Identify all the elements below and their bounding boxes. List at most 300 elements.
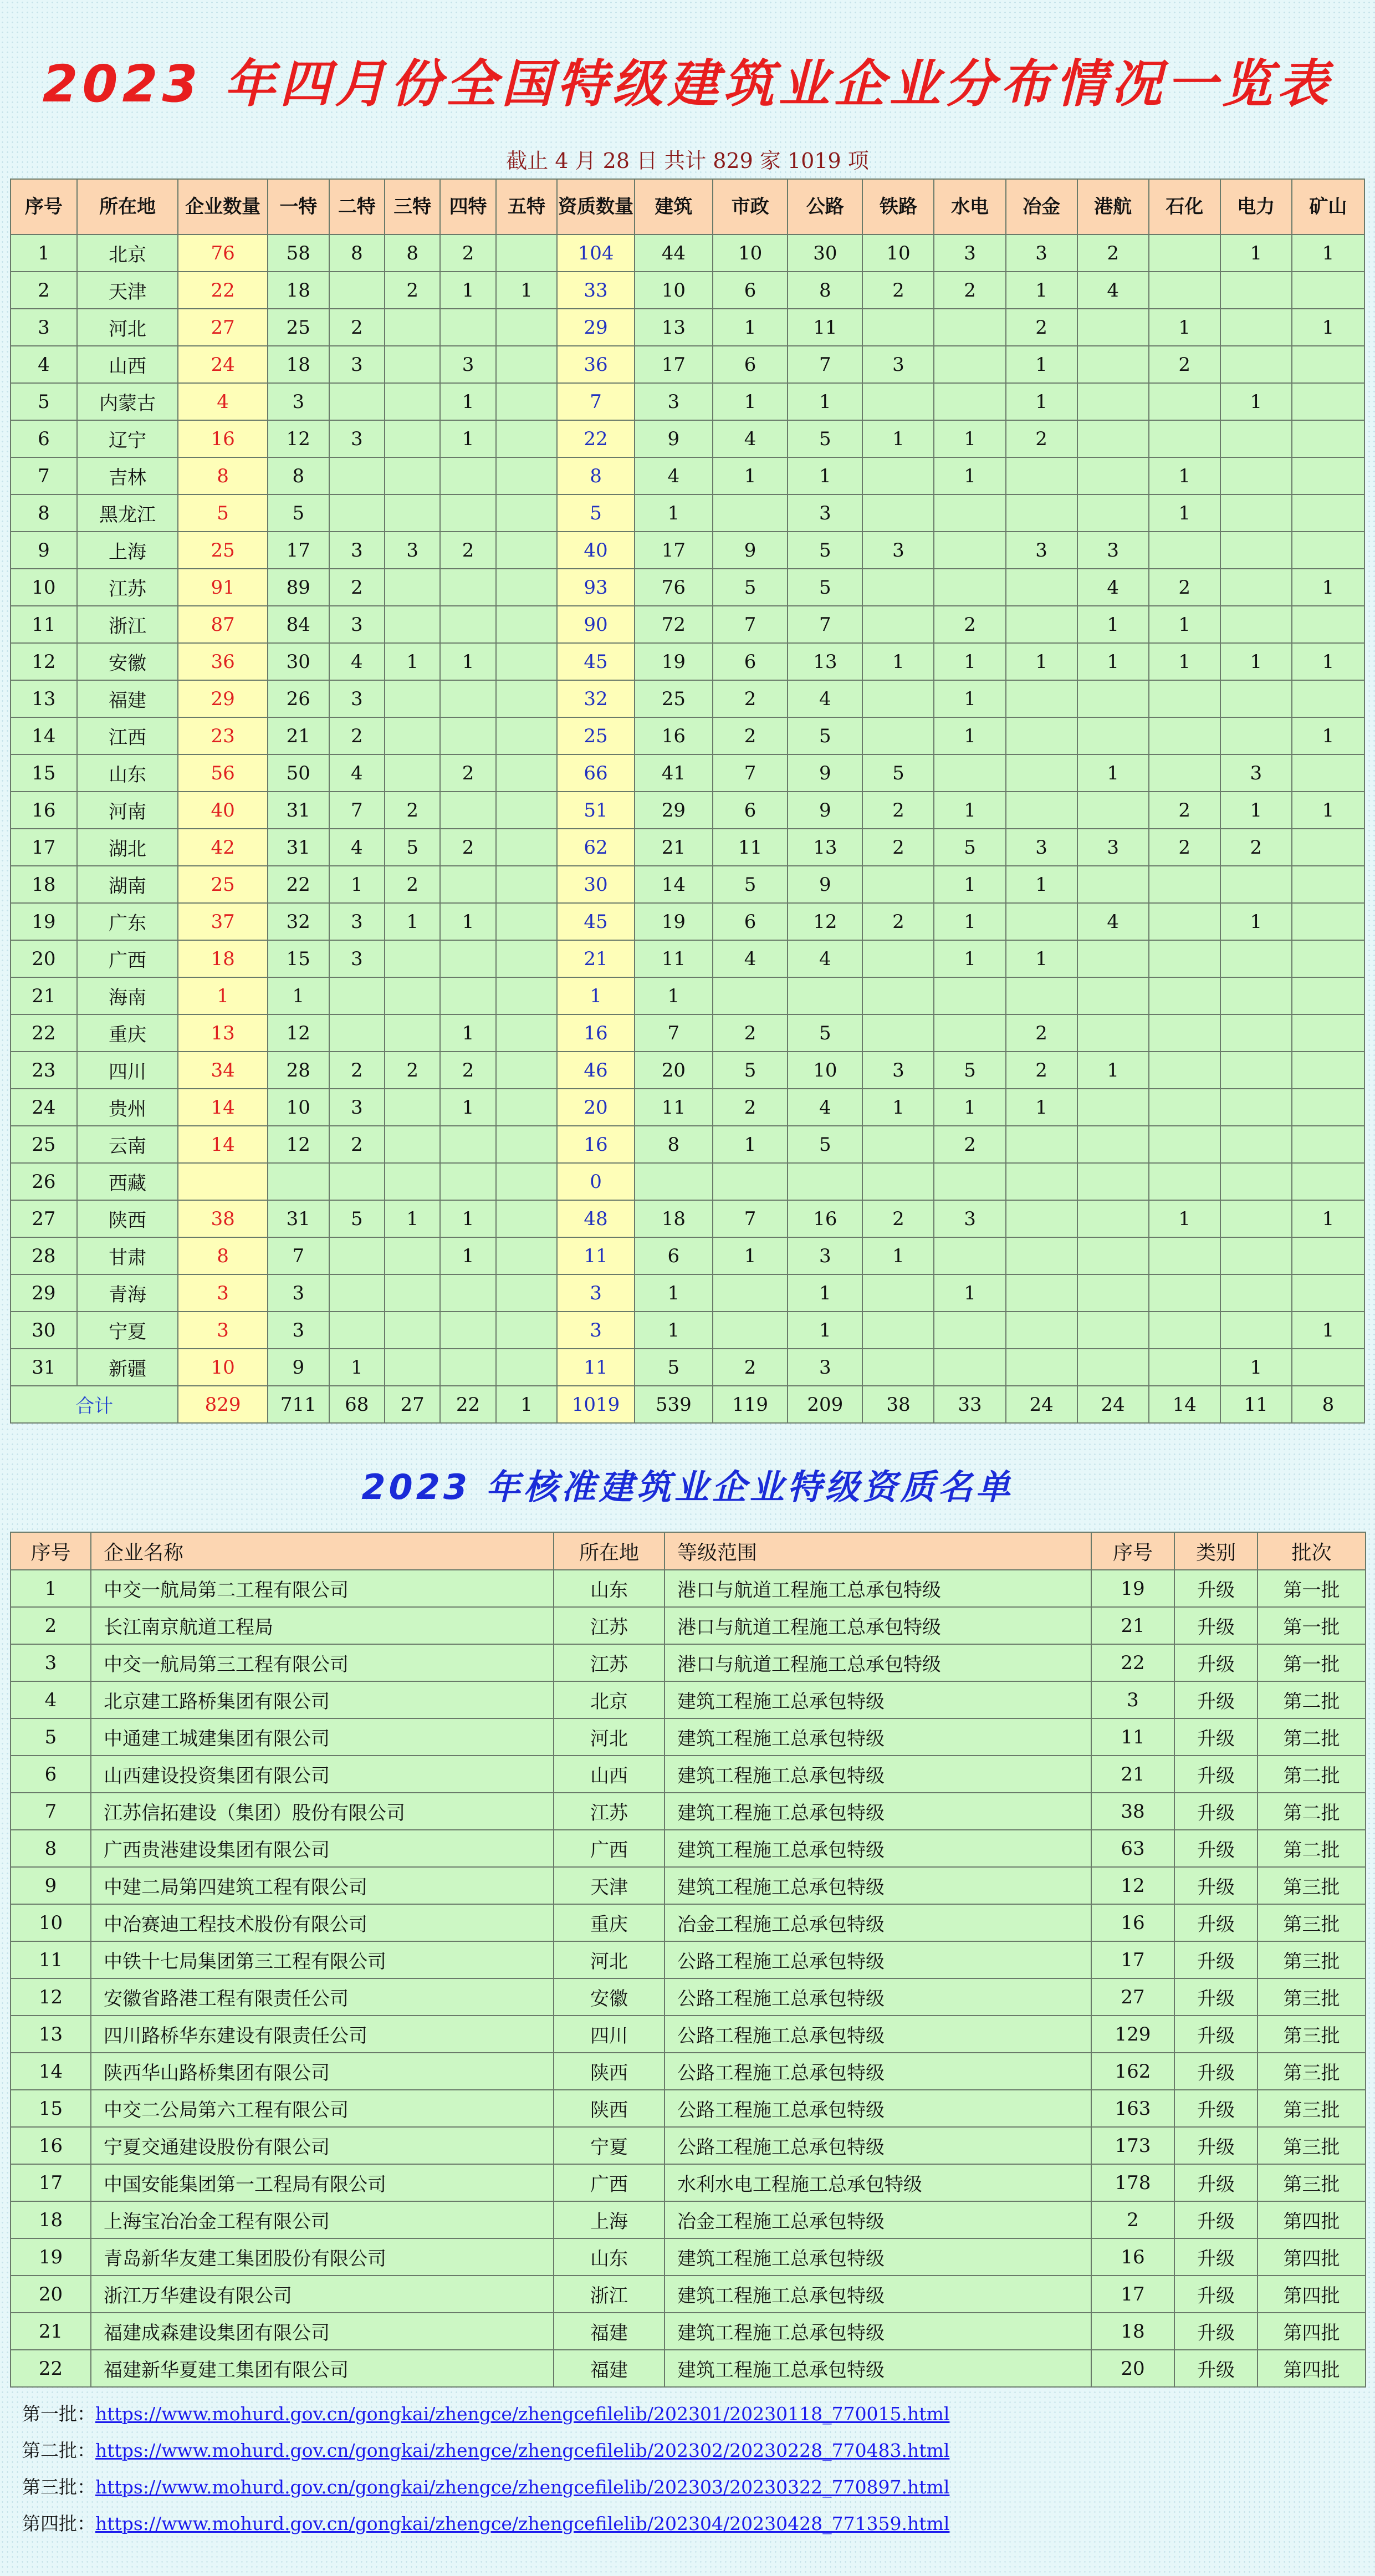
table-cell: [1077, 309, 1149, 346]
table-cell: 1: [788, 383, 862, 420]
table-cell: 1: [1292, 717, 1364, 754]
table-cell: 8: [329, 234, 385, 272]
table-cell: 1: [496, 272, 558, 309]
table-cell: 1: [862, 1237, 934, 1274]
table-cell: [1292, 1126, 1364, 1163]
table-cell: 港口与航道工程施工总承包特级: [665, 1570, 1091, 1607]
table-cell: 浙江万华建设有限公司: [91, 2276, 554, 2313]
table-cell: 2: [934, 272, 1005, 309]
table-cell: 19: [11, 2238, 91, 2276]
table-cell: 1: [1077, 606, 1149, 643]
table-cell: 9: [268, 1349, 329, 1386]
table-cell: 陕西: [554, 2053, 665, 2090]
table-row: [11, 569, 1364, 606]
table-cell: [1077, 1274, 1149, 1312]
table-cell: 2: [440, 829, 495, 866]
table-cell: 5: [329, 1200, 385, 1237]
table-cell: 17: [1091, 1941, 1174, 1978]
column-header: 冶金: [1006, 179, 1077, 234]
table-cell: 11: [11, 606, 77, 643]
column-header: 建筑: [635, 179, 713, 234]
table-cell: 4: [329, 829, 385, 866]
table-cell: [385, 494, 440, 532]
table-cell: [862, 383, 934, 420]
table-cell: [862, 309, 934, 346]
table-cell: 51: [557, 792, 634, 829]
table-cell: 河北: [554, 1941, 665, 1978]
table-cell: [329, 272, 385, 309]
table-cell: 27: [178, 309, 268, 346]
table-cell: 1: [1077, 1052, 1149, 1089]
table-cell: 浙江: [554, 2276, 665, 2313]
table-cell: 升级: [1174, 2350, 1258, 2387]
table-cell: [1149, 940, 1220, 977]
table-cell: 西藏: [77, 1163, 178, 1200]
table-cell: 1: [635, 1312, 713, 1349]
table-cell: 13: [788, 829, 862, 866]
table-cell: 天津: [77, 272, 178, 309]
table-cell: 1: [934, 643, 1005, 680]
table-cell: 云南: [77, 1126, 178, 1163]
table-cell: 2: [934, 1126, 1005, 1163]
batch-link[interactable]: https://www.mohurd.gov.cn/gongkai/zhengce/zhengcefilelib/202304/20230428_771359.html: [95, 2513, 950, 2534]
table-cell: 14: [635, 866, 713, 903]
column-header: 资质数量: [557, 179, 634, 234]
table-cell: 3: [268, 1312, 329, 1349]
table-cell: 31: [11, 1349, 77, 1386]
table-cell: 6: [635, 1237, 713, 1274]
table-cell: 18: [1091, 2313, 1174, 2350]
table-cell: [1077, 1089, 1149, 1126]
table-cell: [440, 1274, 495, 1312]
table-cell: [934, 1014, 1005, 1052]
table-cell: 6: [11, 420, 77, 457]
table-cell: 3: [440, 346, 495, 383]
column-header: 电力: [1220, 179, 1292, 234]
table-row: [11, 1349, 1364, 1386]
table-cell: [385, 1312, 440, 1349]
table-cell: [1077, 977, 1149, 1014]
table-cell: 浙江: [77, 606, 178, 643]
table-cell: 10: [268, 1089, 329, 1126]
table-cell: [496, 457, 558, 494]
table-cell: [862, 1126, 934, 1163]
table-cell: 第三批: [1258, 1978, 1366, 2016]
table-cell: 1: [862, 1089, 934, 1126]
table-cell: 河南: [77, 792, 178, 829]
table-cell: 2: [385, 866, 440, 903]
table-cell: [1077, 383, 1149, 420]
table-cell: 1: [385, 903, 440, 940]
table-cell: [788, 1163, 862, 1200]
table-cell: 冶金工程施工总承包特级: [665, 1904, 1091, 1941]
table-cell: [385, 1163, 440, 1200]
table-cell: 84: [268, 606, 329, 643]
column-header: 类别: [1174, 1532, 1258, 1570]
table-cell: 3: [557, 1274, 634, 1312]
table-cell: 湖南: [77, 866, 178, 903]
table-cell: 3: [557, 1312, 634, 1349]
table-cell: 29: [11, 1274, 77, 1312]
table-cell: 甘肃: [77, 1237, 178, 1274]
table-cell: [1006, 680, 1077, 717]
table-cell: [385, 606, 440, 643]
table-cell: 25: [178, 866, 268, 903]
column-header: 石化: [1149, 179, 1220, 234]
table-cell: 上海: [77, 532, 178, 569]
table-cell: 30: [11, 1312, 77, 1349]
table-row: [11, 754, 1364, 792]
table-row: [11, 2313, 1366, 2350]
table-cell: 四川: [77, 1052, 178, 1089]
table-cell: [788, 977, 862, 1014]
table-cell: [934, 346, 1005, 383]
table-cell: 15: [268, 940, 329, 977]
table-cell: [385, 1089, 440, 1126]
table-cell: 22: [178, 272, 268, 309]
table-cell: 11: [11, 1941, 91, 1978]
table-row: [11, 829, 1364, 866]
table-cell: 13: [178, 1014, 268, 1052]
table-cell: 3: [268, 1274, 329, 1312]
table-cell: 3: [934, 1200, 1005, 1237]
approved-list-table: [10, 1532, 1366, 2388]
table-cell: 16: [11, 2127, 91, 2164]
column-header: 港航: [1077, 179, 1149, 234]
table-cell: 升级: [1174, 2090, 1258, 2127]
table-cell: [1220, 532, 1292, 569]
table-cell: 26: [268, 680, 329, 717]
table-cell: 升级: [1174, 2016, 1258, 2053]
batch-link[interactable]: https://www.mohurd.gov.cn/gongkai/zhengce/zhengcefilelib/202301/20230118_770015.html: [95, 2403, 950, 2425]
table-cell: [385, 346, 440, 383]
table-cell: [496, 420, 558, 457]
table-cell: 5: [635, 1349, 713, 1386]
table-cell: [496, 866, 558, 903]
table-cell: 23: [11, 1052, 77, 1089]
table-cell: 16: [1091, 2238, 1174, 2276]
table-cell: [1149, 1312, 1220, 1349]
table-cell: 1: [713, 1126, 788, 1163]
table-cell: 6: [713, 903, 788, 940]
table-cell: 1: [385, 643, 440, 680]
table-cell: 8: [11, 494, 77, 532]
table-cell: 1: [934, 680, 1005, 717]
table-cell: [1292, 494, 1364, 532]
distribution-table-body: [11, 234, 1364, 1423]
table-cell: [496, 606, 558, 643]
table-cell: 3: [329, 940, 385, 977]
table-cell: [1292, 457, 1364, 494]
table-cell: 4: [11, 346, 77, 383]
table-cell: [440, 792, 495, 829]
table-cell: 17: [635, 532, 713, 569]
table-cell: 第四批: [1258, 2350, 1366, 2387]
table-cell: [496, 792, 558, 829]
table-cell: 1: [1292, 792, 1364, 829]
table-cell: 1: [862, 643, 934, 680]
table-cell: 162: [1091, 2053, 1174, 2090]
approved-list-title: 2023 年核准建筑业企业特级资质名单: [361, 1467, 1014, 1507]
total-row: [11, 1386, 1364, 1423]
table-cell: 17: [635, 346, 713, 383]
table-cell: 10: [862, 234, 934, 272]
table-cell: 7: [788, 346, 862, 383]
table-cell: 3: [1006, 234, 1077, 272]
table-cell: 12: [1091, 1867, 1174, 1904]
table-cell: [862, 680, 934, 717]
table-cell: [862, 866, 934, 903]
table-cell: 7: [329, 792, 385, 829]
table-cell: 25: [11, 1126, 77, 1163]
table-cell: 安徽: [554, 1978, 665, 2016]
table-cell: 3: [862, 346, 934, 383]
table-cell: 建筑工程施工总承包特级: [665, 2276, 1091, 2313]
table-cell: 2: [329, 1052, 385, 1089]
table-cell: 3: [329, 532, 385, 569]
table-cell: 1: [440, 272, 495, 309]
table-cell: 2: [1149, 569, 1220, 606]
table-cell: 2: [1220, 829, 1292, 866]
table-cell: [862, 1163, 934, 1200]
column-header: 序号: [11, 1532, 91, 1570]
table-cell: [329, 977, 385, 1014]
table-cell: [496, 1349, 558, 1386]
table-cell: 3: [329, 346, 385, 383]
table-cell: 5: [934, 829, 1005, 866]
table-cell: 3: [11, 309, 77, 346]
table-cell: 1: [1149, 643, 1220, 680]
table-cell: 1: [1006, 643, 1077, 680]
table-cell: [385, 309, 440, 346]
table-cell: 28: [268, 1052, 329, 1089]
table-cell: 北京: [77, 234, 178, 272]
table-cell: 安徽: [77, 643, 178, 680]
table-cell: 升级: [1174, 1756, 1258, 1793]
table-cell: 江苏信拓建设（集团）股份有限公司: [91, 1793, 554, 1830]
table-cell: 2: [329, 717, 385, 754]
table-cell: 17: [11, 2164, 91, 2201]
table-cell: 中交一航局第三工程有限公司: [91, 1644, 554, 1681]
table-cell: 第二批: [1258, 1793, 1366, 1830]
table-cell: 2: [11, 272, 77, 309]
table-cell: 第二批: [1258, 1756, 1366, 1793]
table-cell: 25: [557, 717, 634, 754]
table-cell: 4: [329, 754, 385, 792]
table-cell: 安徽省路港工程有限责任公司: [91, 1978, 554, 2016]
table-row: [11, 494, 1364, 532]
table-cell: [934, 977, 1005, 1014]
table-cell: [1220, 1163, 1292, 1200]
batch-link[interactable]: https://www.mohurd.gov.cn/gongkai/zhengce/zhengcefilelib/202302/20230228_770483.html: [95, 2440, 950, 2461]
total-cell: 24: [1077, 1386, 1149, 1423]
table-cell: 第三批: [1258, 2090, 1366, 2127]
table-cell: [1220, 1089, 1292, 1126]
table-cell: [1292, 829, 1364, 866]
table-cell: 1: [1220, 792, 1292, 829]
table-cell: 17: [11, 829, 77, 866]
table-cell: [1292, 383, 1364, 420]
table-cell: 4: [1077, 903, 1149, 940]
table-cell: [1292, 977, 1364, 1014]
table-cell: 中冶赛迪工程技术股份有限公司: [91, 1904, 554, 1941]
table-cell: [385, 1237, 440, 1274]
table-cell: [385, 1126, 440, 1163]
table-cell: [1006, 792, 1077, 829]
table-cell: 3: [329, 680, 385, 717]
table-cell: 5: [713, 1052, 788, 1089]
table-cell: 升级: [1174, 2053, 1258, 2090]
table-cell: 46: [557, 1052, 634, 1089]
table-row: [11, 792, 1364, 829]
table-cell: 中国安能集团第一工程局有限公司: [91, 2164, 554, 2201]
table-cell: 第四批: [1258, 2276, 1366, 2313]
batch-link[interactable]: https://www.mohurd.gov.cn/gongkai/zhengce/zhengcefilelib/202303/20230322_770897.html: [95, 2476, 950, 2498]
table-cell: [1220, 1052, 1292, 1089]
table-cell: 13: [11, 680, 77, 717]
table-cell: [496, 1237, 558, 1274]
table-cell: [1220, 569, 1292, 606]
table-cell: 5: [788, 1014, 862, 1052]
table-cell: 42: [178, 829, 268, 866]
table-cell: 中交二公局第六工程有限公司: [91, 2090, 554, 2127]
table-cell: 升级: [1174, 2276, 1258, 2313]
table-cell: [1149, 717, 1220, 754]
table-cell: 21: [268, 717, 329, 754]
table-cell: [329, 457, 385, 494]
total-cell: 38: [862, 1386, 934, 1423]
table-cell: 内蒙古: [77, 383, 178, 420]
table-cell: 87: [178, 606, 268, 643]
table-cell: [1149, 234, 1220, 272]
table-cell: 29: [635, 792, 713, 829]
table-cell: [1149, 680, 1220, 717]
table-row: [11, 680, 1364, 717]
table-cell: 8: [178, 1237, 268, 1274]
table-cell: [496, 717, 558, 754]
table-row: [11, 1014, 1364, 1052]
table-cell: [1006, 717, 1077, 754]
table-cell: [1220, 1126, 1292, 1163]
table-cell: 1: [1149, 457, 1220, 494]
table-row: [11, 1867, 1366, 1904]
table-cell: 1: [713, 383, 788, 420]
column-header: 序号: [1091, 1532, 1174, 1570]
table-cell: 9: [11, 532, 77, 569]
table-cell: 4: [713, 940, 788, 977]
table-cell: 1: [1006, 1089, 1077, 1126]
table-row: [11, 2016, 1366, 2053]
table-cell: [1006, 494, 1077, 532]
table-cell: 20: [11, 2276, 91, 2313]
table-cell: 1: [440, 383, 495, 420]
table-cell: 20: [557, 1089, 634, 1126]
table-row: [11, 1163, 1364, 1200]
table-cell: 22: [1091, 1644, 1174, 1681]
table-cell: 14: [11, 717, 77, 754]
table-cell: [635, 1163, 713, 1200]
table-cell: 7: [713, 1200, 788, 1237]
table-cell: 1: [1077, 643, 1149, 680]
table-cell: 升级: [1174, 1978, 1258, 2016]
table-row: [11, 2127, 1366, 2164]
table-cell: 22: [268, 866, 329, 903]
table-row: [11, 1274, 1364, 1312]
table-cell: 0: [557, 1163, 634, 1200]
table-cell: [496, 309, 558, 346]
table-cell: [440, 1349, 495, 1386]
table-row: [11, 717, 1364, 754]
table-cell: 1: [440, 903, 495, 940]
column-header: 序号: [11, 179, 77, 234]
table-cell: 1: [557, 977, 634, 1014]
table-cell: 27: [1091, 1978, 1174, 2016]
table-cell: 升级: [1174, 1793, 1258, 1830]
table-cell: 6: [713, 346, 788, 383]
table-cell: [1149, 1089, 1220, 1126]
table-cell: [385, 457, 440, 494]
table-cell: 3: [329, 903, 385, 940]
table-cell: 15: [11, 2090, 91, 2127]
table-row: [11, 234, 1364, 272]
table-cell: 24: [178, 346, 268, 383]
table-cell: 2: [1149, 792, 1220, 829]
table-cell: 四川路桥华东建设有限责任公司: [91, 2016, 554, 2053]
table-cell: [713, 1274, 788, 1312]
table-cell: 1: [440, 1089, 495, 1126]
table-cell: 4: [1077, 272, 1149, 309]
table-cell: [1220, 309, 1292, 346]
table-cell: 7: [11, 457, 77, 494]
table-cell: 陕西: [77, 1200, 178, 1237]
table-cell: 8: [178, 457, 268, 494]
table-cell: [862, 1312, 934, 1349]
table-cell: 重庆: [554, 1904, 665, 1941]
table-cell: 5: [788, 717, 862, 754]
table-cell: 北京建工路桥集团有限公司: [91, 1681, 554, 1718]
batch-link-label: 第二批：: [22, 2440, 95, 2461]
table-cell: 1: [1292, 569, 1364, 606]
table-cell: 29: [557, 309, 634, 346]
table-cell: 9: [788, 866, 862, 903]
table-cell: 第三批: [1258, 2164, 1366, 2201]
table-cell: 19: [11, 903, 77, 940]
table-cell: 山西: [77, 346, 178, 383]
table-row: [11, 606, 1364, 643]
total-cell: 8: [1292, 1386, 1364, 1423]
table-cell: 5: [788, 1126, 862, 1163]
table-cell: 29: [178, 680, 268, 717]
table-cell: 1: [862, 420, 934, 457]
table-cell: 5: [713, 866, 788, 903]
table-cell: 1: [1006, 346, 1077, 383]
table-cell: [1220, 1237, 1292, 1274]
table-cell: [1220, 494, 1292, 532]
table-cell: [440, 457, 495, 494]
table-cell: 38: [1091, 1793, 1174, 1830]
table-row: [11, 1793, 1366, 1830]
table-cell: 11: [713, 829, 788, 866]
table-cell: [862, 494, 934, 532]
table-cell: [934, 1312, 1005, 1349]
table-cell: [1006, 1237, 1077, 1274]
table-cell: 4: [635, 457, 713, 494]
table-cell: 福建成森建设集团有限公司: [91, 2313, 554, 2350]
distribution-table-header: [11, 179, 1364, 234]
table-cell: [1220, 1274, 1292, 1312]
column-header: 五特: [496, 179, 558, 234]
table-cell: 建筑工程施工总承包特级: [665, 1793, 1091, 1830]
